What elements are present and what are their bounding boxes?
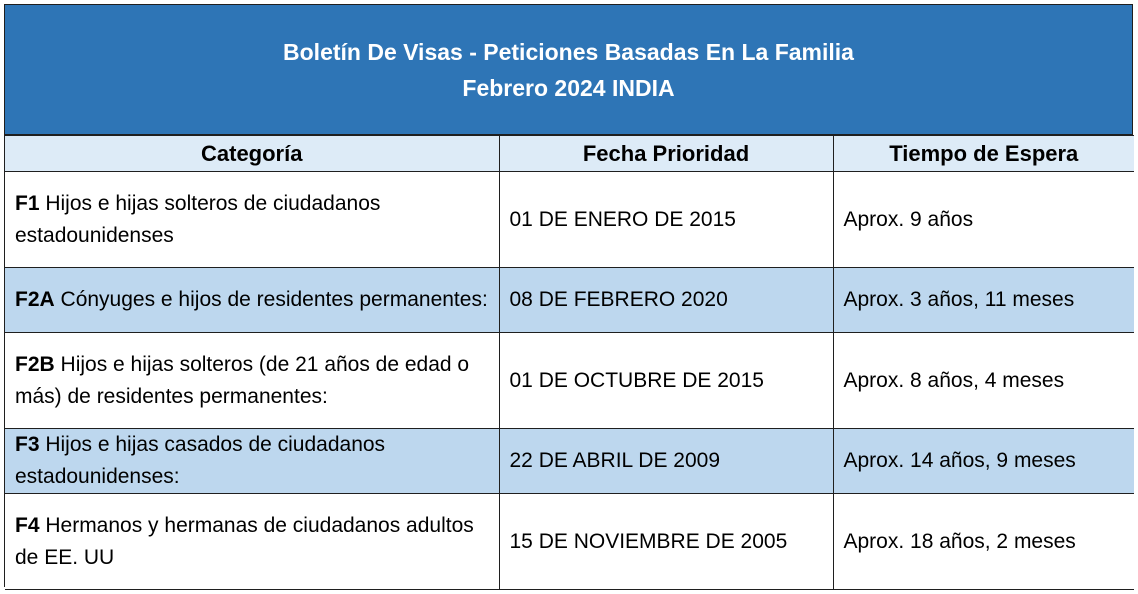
table-row <box>5 268 1134 333</box>
category-code: F4 <box>15 513 40 537</box>
wait-time-cell: Aprox. 18 años, 2 meses <box>833 494 1134 590</box>
column-header-priority-date: Fecha Prioridad <box>499 136 833 172</box>
category-code: F1 <box>15 191 40 215</box>
category-code: F3 <box>15 433 40 456</box>
table-row <box>5 333 1134 429</box>
priority-date-cell: 08 DE FEBRERO 2020 <box>499 268 833 333</box>
category-description: Cónyuges e hijos de residentes permanentes: <box>54 288 488 311</box>
title-line-2: Febrero 2024 INDIA <box>462 74 675 101</box>
title-band <box>5 5 1132 135</box>
wait-time-cell: Aprox. 14 años, 9 meses <box>833 429 1134 494</box>
category-cell <box>5 268 499 333</box>
priority-date-cell: 01 DE OCTUBRE DE 2015 <box>499 333 833 429</box>
table-row <box>5 494 1134 590</box>
priority-date-cell: 15 DE NOVIEMBRE DE 2005 <box>499 494 833 590</box>
category-cell <box>5 494 499 590</box>
column-header-category: Categoría <box>5 136 499 172</box>
visa-bulletin-table <box>5 135 1134 590</box>
priority-date-cell: 01 DE ENERO DE 2015 <box>499 172 833 268</box>
table-row <box>5 429 1134 494</box>
category-cell <box>5 429 499 494</box>
category-description: Hermanos y hermanas de ciudadanos adultos de EE. UU <box>15 513 474 569</box>
visa-bulletin-sheet <box>4 4 1133 587</box>
title-line-1: Boletín De Visas - Peticiones Basadas En La Familia <box>283 38 854 65</box>
wait-time-cell: Aprox. 3 años, 11 meses <box>833 268 1134 333</box>
category-description: Hijos e hijas casados de ciudadanos estadounidenses: <box>15 433 386 488</box>
category-cell <box>5 333 499 429</box>
wait-time-cell: Aprox. 8 años, 4 meses <box>833 333 1134 429</box>
priority-date-cell: 22 DE ABRIL DE 2009 <box>499 429 833 494</box>
table-header-row <box>5 136 1134 172</box>
category-code: F2B <box>15 352 55 376</box>
column-header-wait-time: Tiempo de Espera <box>833 136 1134 172</box>
category-description: Hijos e hijas solteros (de 21 años de edad o más) de residentes permanentes: <box>15 352 470 408</box>
category-code: F2A <box>15 288 55 311</box>
table-row <box>5 172 1134 268</box>
category-cell <box>5 172 499 268</box>
wait-time-cell: Aprox. 9 años <box>833 172 1134 268</box>
category-description: Hijos e hijas solteros de ciudadanos estadounidenses <box>15 191 381 247</box>
